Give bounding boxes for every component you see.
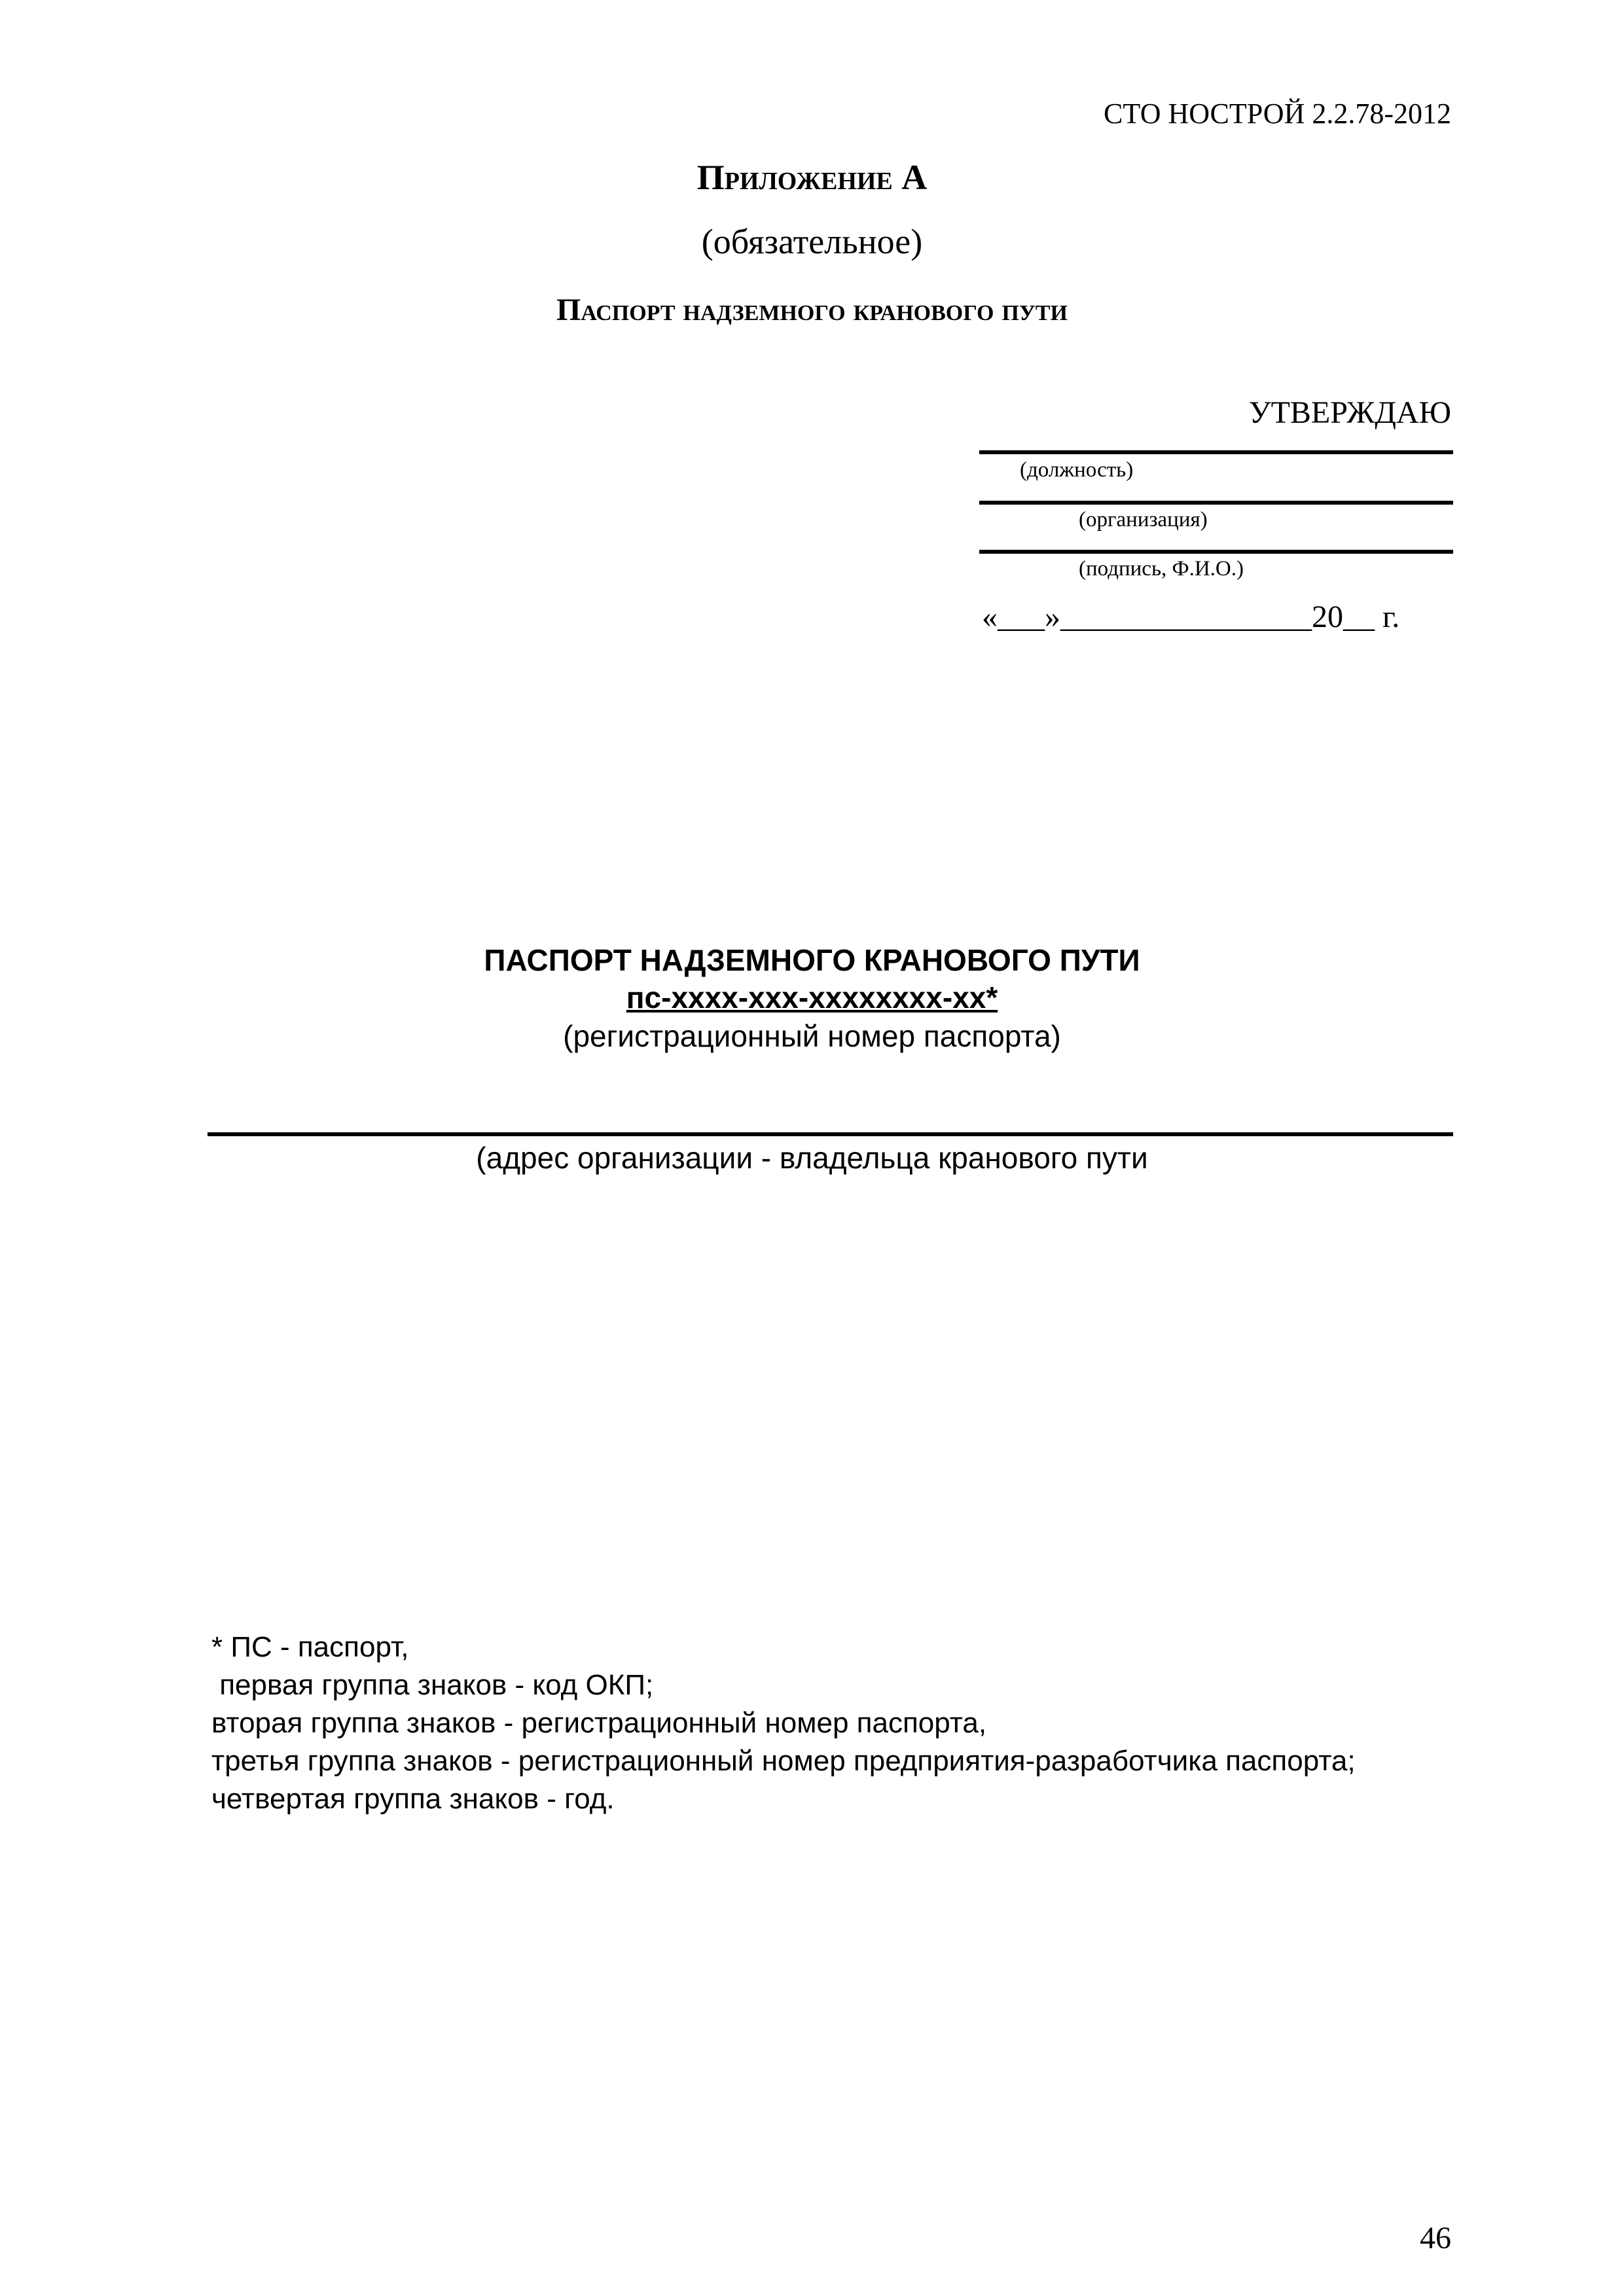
organization-caption: (организация) (1079, 508, 1208, 531)
address-caption: (адрес организации - владельца кранового пути (476, 1141, 1148, 1175)
footnote-line: * ПС - паспорт, (211, 1631, 409, 1663)
appendix-title: Приложение А (696, 158, 928, 197)
page-number: 46 (1420, 2221, 1451, 2255)
appendix-caption: Паспорт надземного кранового пути (556, 293, 1068, 327)
footnote-line: вторая группа знаков - регистрационный номер паспорта, (211, 1707, 987, 1739)
passport-number-caption: (регистрационный номер паспорта) (563, 1019, 1061, 1053)
position-caption: (должность) (1020, 458, 1134, 482)
footnote (211, 1628, 1356, 1818)
approval-date-line: «___»________________20__ г. (982, 600, 1400, 634)
position-line (979, 450, 1453, 454)
footnote-line: первая группа знаков - код ОКП; (211, 1669, 654, 1701)
address-line (208, 1132, 1453, 1136)
footnote-line: третья группа знаков - регистрационный номер предприятия-разработчика паспорта; (211, 1745, 1356, 1777)
document-code: СТО НОСТРОЙ 2.2.78-2012 (1104, 98, 1451, 130)
signature-caption: (подпись, Ф.И.О.) (1079, 557, 1244, 581)
appendix-status: (обязательное) (701, 222, 923, 261)
passport-number: пс-хххх-ххх-хххххххх-хх* (626, 980, 998, 1014)
passport-title: ПАСПОРТ НАДЗЕМНОГО КРАНОВОГО ПУТИ (484, 943, 1140, 977)
approval-label: УТВЕРЖДАЮ (1248, 395, 1451, 430)
footnote-line: четвертая группа знаков - год. (211, 1783, 615, 1815)
signature-line (979, 550, 1453, 554)
organization-line (979, 501, 1453, 505)
